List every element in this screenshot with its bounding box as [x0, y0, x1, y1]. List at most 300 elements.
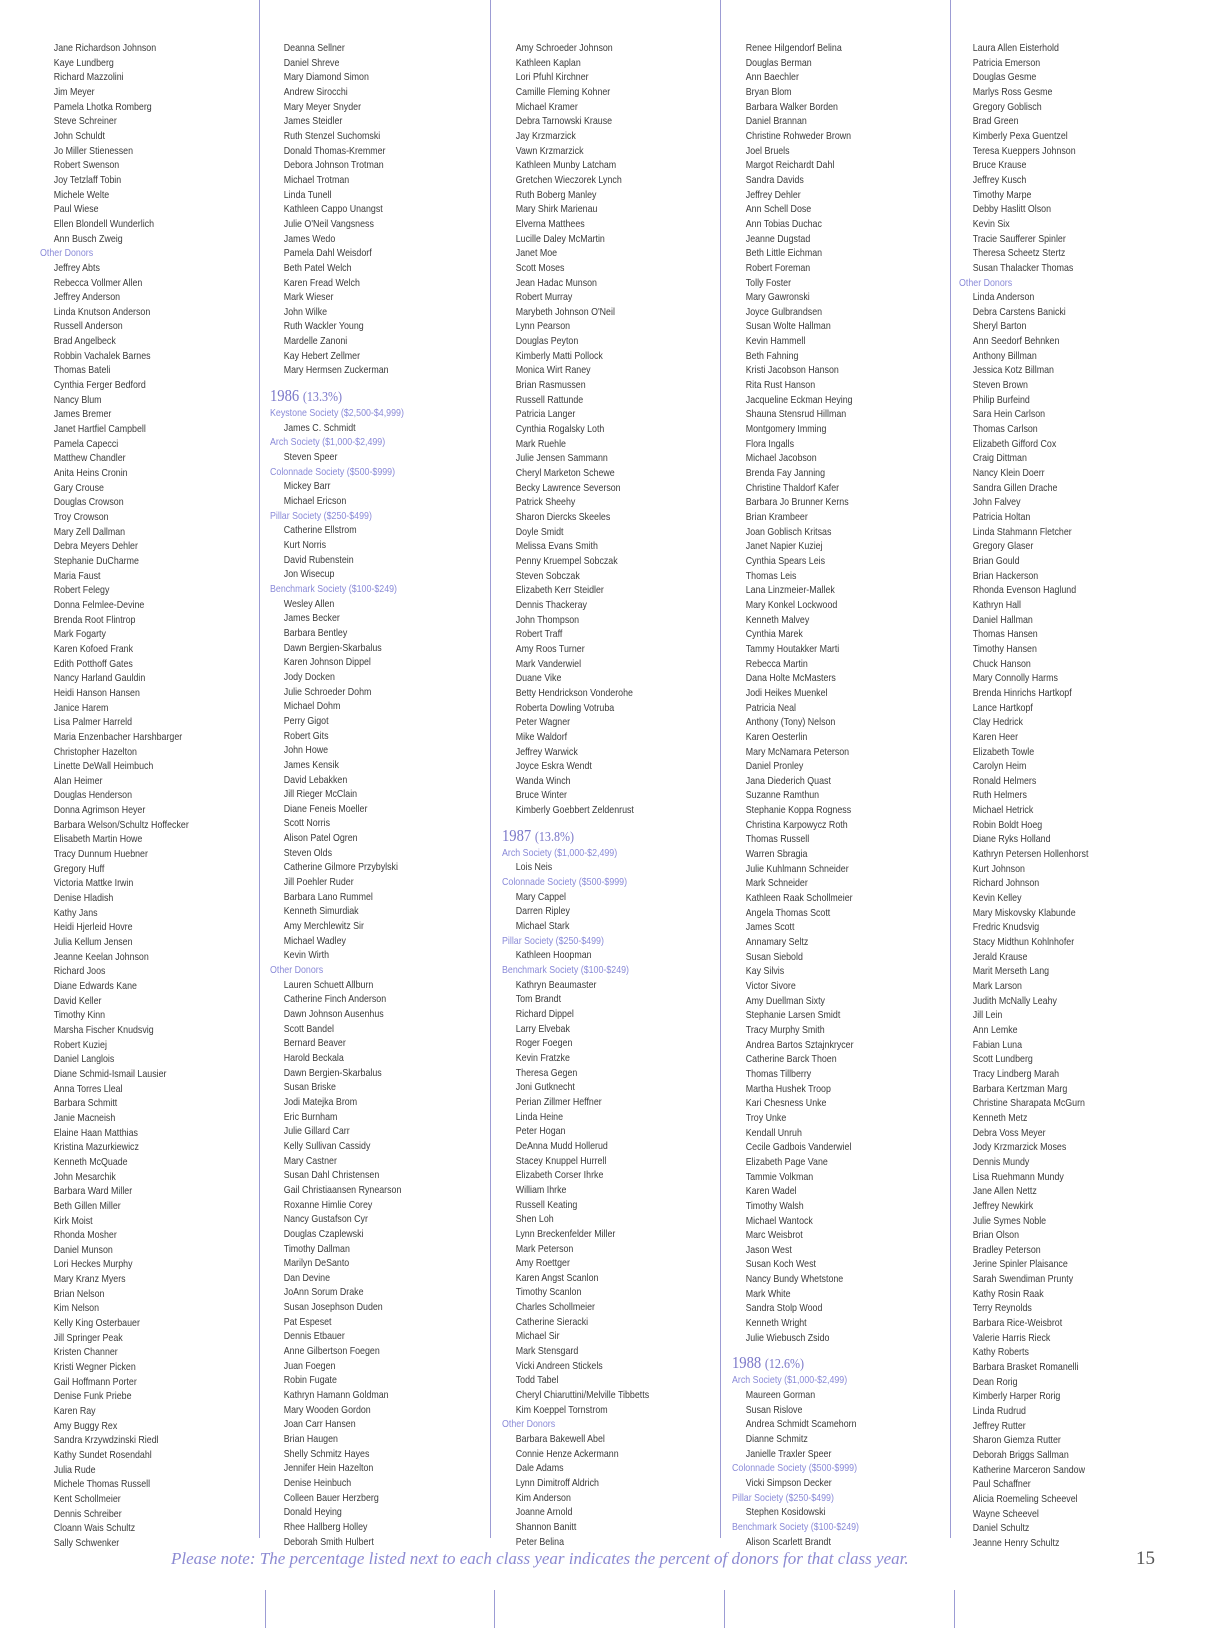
donor-name: Bruce Winter [515, 790, 567, 802]
donor-name: Brenda Root Flintrop [53, 614, 136, 626]
donor-name: Robert Traff [515, 629, 563, 641]
donor-name: Katherine Marceron Sandow [972, 1464, 1086, 1476]
donor-name: Susan Wolte Hallman [745, 321, 831, 333]
donor-name: Shauna Stensrud Hillman [745, 409, 847, 421]
donor-name: Dennis Schreiber [53, 1508, 122, 1520]
donor-name: Russell Anderson [53, 321, 123, 333]
donor-name: Brian Hackerson [972, 570, 1039, 582]
donor-name: Julie Schroeder Dohm [283, 686, 372, 698]
donor-name: Patrick Sheehy [515, 497, 576, 509]
donor-name: Brian Nelson [53, 1288, 105, 1300]
donor-name: Robert Felegy [53, 585, 110, 597]
donor-name: David Rubenstein [283, 554, 354, 566]
donor-name: Mark Stensgard [515, 1346, 579, 1358]
donor-name: Susan Briske [283, 1082, 336, 1094]
donor-name: Catherine Finch Anderson [283, 994, 387, 1006]
donor-name: Kenneth Malvey [745, 614, 810, 626]
donor-name: Gail Hoffmann Porter [53, 1376, 137, 1388]
donor-name: Sharon Giemza Rutter [972, 1435, 1061, 1447]
donor-name: Nancy Gustafson Cyr [283, 1214, 368, 1226]
donor-name: Anita Heins Cronin [53, 468, 128, 480]
donor-name: Tracie Saufferer Spinler [972, 233, 1066, 245]
donor-name: Janielle Traxler Speer [745, 1448, 832, 1460]
donor-name: Kurt Johnson [972, 863, 1025, 875]
donor-name: Kirk Moist [53, 1215, 93, 1227]
donor-name: Jon Wisecup [283, 569, 335, 581]
donor-name: Julie Gillard Carr [283, 1126, 350, 1138]
donor-name: Kimberly Pexa Guentzel [972, 130, 1068, 142]
donor-name: Sandra Davids [745, 174, 804, 186]
donor-name: Joy Tetzlaff Tobin [53, 174, 122, 186]
donor-name: Tracy Dunnum Huebner [53, 849, 148, 861]
giving-category: Other Donors [40, 248, 94, 260]
donor-name: Brad Angelbeck [53, 336, 116, 348]
donor-name: Anne Gilbertson Foegen [283, 1346, 380, 1358]
donor-name: Elizabeth Corser Ihrke [515, 1170, 604, 1182]
donor-name: Perian Zillmer Heffner [515, 1096, 602, 1108]
donor-name: Michael Jacobson [745, 453, 817, 465]
donor-name: Andrea Bartos Sztajnkrycer [745, 1039, 854, 1051]
donor-name: Kathy Sundet Rosendahl [53, 1450, 152, 1461]
donor-name: Deborah Smith Hulbert [283, 1536, 374, 1548]
donor-name: Kevin Wirth [283, 950, 330, 962]
donor-name: Douglas Henderson [53, 790, 133, 802]
donor-name: Heidi Hanson Hansen [53, 687, 140, 699]
donor-name: Wanda Winch [515, 775, 571, 787]
donor-name: Mark Wieser [283, 292, 334, 304]
donor-name: Kelly King Osterbauer [53, 1318, 140, 1330]
donor-name: Sandra Gillen Drache [972, 482, 1058, 494]
donor-name: Michael Wadley [283, 935, 346, 947]
donor-name: Jane Richardson Johnson [53, 43, 157, 54]
donor-name: Linda Heine [515, 1111, 564, 1123]
donor-name: Patricia Holtan [972, 512, 1031, 523]
donor-name: Mary Miskovsky Klabunde [972, 907, 1076, 919]
class-year: 1988 [732, 1353, 762, 1373]
donor-name: Linda Stahmann Fletcher [972, 526, 1072, 538]
donor-name: Ann Seedorf Behnken [972, 336, 1060, 348]
giving-category: Arch Society ($1,000-$2,499) [270, 437, 386, 449]
donor-name: Mark Larson [972, 981, 1022, 992]
donor-name: Terry Reynolds [972, 1303, 1032, 1315]
donor-name: Melissa Evans Smith [515, 541, 598, 553]
class-year-percentage: (12.6%) [764, 1357, 805, 1373]
donor-name: Lisa Palmer Harreld [53, 717, 133, 729]
column-divider [259, 0, 260, 1538]
donor-name: Martha Hushek Troop [745, 1083, 831, 1095]
donor-name: Cynthia Marek [745, 629, 803, 641]
donor-name: Elaine Haan Matthias [53, 1127, 138, 1139]
donor-name: Karen Oesterlin [745, 731, 808, 743]
donor-name: Douglas Crowson [53, 497, 124, 509]
donor-name: Marsha Fischer Knudsvig [53, 1024, 154, 1036]
donor-name: Timothy Dallman [283, 1243, 350, 1255]
donor-name: Debra Meyers Dehler [53, 541, 138, 553]
donor-name: Troy Unke [745, 1112, 787, 1124]
donor-name: Karen Heer [972, 731, 1019, 743]
donor-name: Shannon Banitt [515, 1521, 577, 1533]
donor-name: Sheryl Barton [972, 321, 1027, 333]
donor-name: Michael Wantock [745, 1215, 813, 1227]
donor-name: Gary Crouse [53, 482, 104, 494]
donor-name: Douglas Gesme [972, 72, 1037, 84]
donor-name: Rebecca Martin [745, 658, 808, 670]
donor-name: Kevin Kelley [972, 893, 1022, 905]
donor-name: Kevin Hammell [745, 336, 806, 348]
donor-name: Vicki Andreen Stickels [515, 1360, 603, 1372]
donor-name: Thomas Russell [745, 834, 810, 846]
donor-name: Joni Gutknecht [515, 1082, 575, 1094]
donor-name: Jody Krzmarzick Moses [972, 1142, 1067, 1154]
donor-name: Daniel Munson [53, 1244, 113, 1256]
donor-name: Alison Scarlett Brandt [745, 1536, 831, 1548]
donor-name: Chuck Hanson [972, 658, 1031, 670]
donor-name: Pamela Lhotka Romberg [53, 101, 152, 113]
donor-name: Kathryn Hall [972, 599, 1022, 611]
donor-name: Brian Olson [972, 1230, 1020, 1242]
donor-name: Jodi Heikes Muenkel [745, 687, 828, 699]
giving-category: Arch Society ($1,000-$2,499) [502, 847, 618, 859]
donor-name: Rhee Hallberg Holley [283, 1521, 368, 1533]
donor-name: Kathleen Munby Latcham [515, 160, 617, 172]
donor-name: Stephanie DuCharme [53, 555, 139, 567]
giving-category: Benchmark Society ($100-$249) [502, 965, 629, 977]
donor-name: Mark Vanderwiel [515, 658, 582, 670]
donor-name: Rebecca Vollmer Allen [53, 277, 143, 289]
donor-name: Brian Haugen [283, 1434, 338, 1446]
donor-name: James Becker [283, 613, 340, 625]
donor-name: James Scott [745, 922, 795, 934]
donor-name: Peter Hogan [515, 1126, 566, 1138]
donor-name: Matthew Chandler [53, 453, 126, 465]
donor-name: Barbara Kertzman Marg [972, 1083, 1068, 1095]
donor-name: Jim Meyer [53, 86, 95, 98]
donor-name: Scott Bandel [283, 1023, 334, 1035]
donor-name: Barbara Jo Brunner Kerns [745, 497, 849, 509]
donor-name: Mark Schneider [745, 878, 808, 890]
donor-name: Thomas Tillberry [745, 1068, 812, 1080]
donor-name: Amy Duellman Sixty [745, 995, 825, 1007]
donor-name: Daniel Brannan [745, 116, 807, 128]
donor-name: Catherine Sieracki [515, 1316, 589, 1328]
donor-name: Clay Hedrick [972, 717, 1023, 729]
giving-category: Benchmark Society ($100-$249) [270, 583, 397, 595]
donor-name: Stephanie Koppa Rogness [745, 805, 852, 817]
donor-name: Anna Torres Lleal [53, 1083, 123, 1095]
donor-name: Timothy Walsh [745, 1200, 804, 1212]
donor-name: Annamary Seltz [745, 937, 809, 949]
donor-name: Mark Fogarty [53, 629, 106, 641]
donor-name: Amy Roettger [515, 1258, 570, 1270]
donor-name: Janice Harem [53, 702, 109, 714]
donor-name: Kimberly Goebbert Zeldenrust [515, 805, 634, 817]
donor-name: Jeffrey Abts [53, 262, 100, 274]
donor-name: Kelly Sullivan Cassidy [283, 1140, 371, 1152]
donor-name: Joyce Eskra Wendt [515, 761, 592, 773]
donor-name: Pat Espeset [283, 1316, 332, 1328]
donor-name: Craig Dittman [972, 453, 1027, 465]
donor-name: Perry Gigot [283, 715, 329, 727]
donor-name: Beth Fahning [745, 350, 799, 362]
donor-name: Donna Felmlee-Devine [53, 599, 145, 611]
donor-name: Richard Joos [53, 966, 106, 978]
donor-name: Michael Stark [515, 921, 570, 933]
donor-name: Joyce Gulbrandsen [745, 306, 823, 318]
donor-name: Beth Patel Welch [283, 262, 352, 274]
donor-name: Joan Goblisch Kritsas [745, 526, 832, 538]
donor-name: Wayne Scheevel [972, 1508, 1039, 1520]
donor-name: James C. Schmidt [283, 422, 356, 434]
donor-name: Monica Wirt Raney [515, 365, 591, 377]
donor-name: Steven Olds [283, 847, 333, 859]
column-divider [720, 0, 721, 1538]
donor-name: Dale Adams [515, 1463, 564, 1475]
donor-name: Robin Fugate [283, 1375, 337, 1387]
class-year-heading [732, 1346, 908, 1374]
donor-name: Rhonda Evenson Haglund [972, 585, 1077, 597]
donor-name: Deanna Sellner [283, 43, 345, 54]
donor-name: Kay Hebert Zellmer [283, 350, 361, 362]
donor-name: Christine Sharapata McGurn [972, 1098, 1085, 1110]
donor-name: Kenneth Wright [745, 1318, 807, 1330]
donor-name: Kathy Roberts [972, 1347, 1029, 1359]
donor-name: Dennis Mundy [972, 1156, 1030, 1168]
donor-name: Timothy Marpe [972, 189, 1032, 201]
donor-name: Robert Kuziej [53, 1039, 107, 1051]
donor-name: Douglas Berman [745, 57, 812, 69]
class-year-percentage: (13.8%) [534, 829, 575, 845]
donor-name: Ruth Wackler Young [283, 321, 364, 333]
column-divider [724, 1590, 725, 1628]
donor-name: Bruce Krause [972, 160, 1027, 172]
donor-name: Mary McNamara Peterson [745, 746, 850, 758]
donor-name: Barbara Lano Rummel [283, 891, 373, 903]
donor-name: Kathryn Beaumaster [515, 979, 597, 991]
donor-name: Susan Rislove [745, 1404, 803, 1416]
donor-name: Mary Kranz Myers [53, 1274, 126, 1286]
donor-name: Mark White [745, 1288, 791, 1300]
donor-name: Jay Krzmarzick [515, 130, 576, 142]
donor-name: Karen Johnson Dippel [283, 657, 371, 669]
donor-name: Kathryn Petersen Hollenhorst [972, 849, 1089, 861]
donor-name: Kaye Lundberg [53, 57, 114, 69]
donor-name: Kenneth McQuade [53, 1156, 128, 1168]
donor-name: Dean Rorig [972, 1376, 1018, 1388]
donor-name: Kurt Norris [283, 540, 327, 551]
donor-name: Victoria Mattke Irwin [53, 878, 134, 890]
donor-name: Christopher Hazelton [53, 746, 137, 758]
donor-name: Montgomery Imming [745, 424, 827, 436]
donor-name: Patricia Neal [745, 702, 796, 714]
donor-name: Gregory Glaser [972, 541, 1034, 553]
donor-name: Catherine Ellstrom [283, 525, 357, 537]
donor-name: Amy Roos Turner [515, 643, 585, 655]
donor-name: Alan Heimer [53, 775, 103, 787]
giving-category: Pillar Society ($250-$499) [270, 510, 372, 522]
donor-name: Alicia Roemeling Scheevel [972, 1493, 1078, 1505]
donor-name: Gretchen Wieczorek Lynch [515, 174, 622, 186]
donor-name: Joel Bruels [745, 145, 790, 157]
donor-name: Ann Baechler [745, 72, 799, 84]
donor-name: Joanne Arnold [515, 1507, 573, 1519]
donor-name: Debby Haslitt Olson [972, 204, 1052, 216]
donor-name: Lauren Schuett Allburn [283, 979, 374, 991]
donor-name: Cheryl Chiaruttini/Melville Tibbetts [515, 1390, 650, 1402]
donor-name: Richard Mazzolini [53, 72, 124, 84]
donor-name: Elverna Matthees [515, 218, 585, 230]
donor-name: Susan Koch West [745, 1259, 816, 1271]
donor-name: Ellen Blondell Wunderlich [53, 218, 155, 230]
donor-name: Andrea Schmidt Scamehorn [745, 1419, 857, 1431]
donor-name: Michael Dohm [283, 701, 341, 713]
donor-name: Stacy Midthun Kohlnhofer [972, 937, 1075, 949]
donor-name: Stephanie Larsen Smidt [745, 1010, 841, 1022]
donor-name: Diane Edwards Kane [53, 981, 137, 992]
donor-name: Debra Tarnowski Krause [515, 116, 613, 128]
donor-name: Julie Symes Noble [972, 1215, 1047, 1227]
donor-name: Linda Tunell [283, 189, 332, 201]
giving-category: Colonnade Society ($500-$999) [502, 877, 628, 889]
donor-name: Eric Burnham [283, 1111, 338, 1123]
donor-name: John Falvey [972, 497, 1021, 509]
donor-name: Brenda Hinrichs Hartkopf [972, 687, 1072, 699]
donor-name: Jeffrey Dehler [745, 189, 801, 201]
donor-name: Linette DeWall Heimbuch [53, 761, 154, 773]
donor-name: Scott Lundberg [972, 1054, 1033, 1066]
donor-name: Donald Heying [283, 1507, 342, 1519]
donor-name: Daniel Hallman [972, 614, 1033, 626]
donor-name: Beth Little Eichman [745, 248, 823, 260]
donor-name: Ann Schell Dose [745, 204, 812, 216]
donor-name: Denise Funk Priebe [53, 1391, 132, 1403]
donor-name: Ann Lemke [972, 1024, 1018, 1036]
column-divider [490, 0, 491, 1538]
giving-category: Benchmark Society ($100-$249) [732, 1521, 859, 1533]
donor-name: Brenda Fay Janning [745, 468, 826, 480]
donor-name: Timothy Kinn [53, 1010, 106, 1022]
donor-name: James Kensik [283, 759, 339, 771]
donor-name: Alison Patel Ogren [283, 833, 358, 845]
donor-name: Janet Moe [515, 248, 558, 260]
donor-name: Catherine Gilmore Przybylski [283, 862, 398, 874]
donor-name: Barbara Walker Borden [745, 101, 838, 113]
donor-name: Lynn Dimitroff Aldrich [515, 1478, 599, 1489]
donor-name: William Ihrke [515, 1184, 567, 1196]
donor-name: Robbin Vachalek Barnes [53, 350, 151, 362]
donor-name: Nancy Bundy Whetstone [745, 1274, 844, 1286]
donor-name: Jeffrey Warwick [515, 746, 578, 758]
donor-name: Michael Kramer [515, 101, 578, 113]
donor-name: Judith McNally Leahy [972, 995, 1057, 1007]
donor-name: Jill Rieger McClain [283, 789, 358, 801]
donor-name: Stacey Knuppel Hurrell [515, 1155, 607, 1167]
donor-name: Maria Faust [53, 570, 101, 582]
donor-name: Thomas Hansen [972, 629, 1038, 641]
donor-name: Ann Busch Zweig [53, 233, 123, 245]
donor-name: Elizabeth Towle [972, 746, 1035, 758]
donor-name: Rhonda Mosher [53, 1230, 117, 1242]
donor-name: Doyle Smidt [515, 526, 564, 538]
donor-name: Angela Thomas Scott [745, 907, 831, 919]
donor-name: Carolyn Heim [972, 761, 1027, 773]
donor-name: Robert Murray [515, 292, 573, 304]
donor-name: Lois Neis [515, 862, 553, 874]
donor-name: Michael Ericson [283, 496, 347, 508]
donor-name: Mickey Barr [283, 481, 331, 493]
donor-name: Douglas Czaplewski [283, 1228, 364, 1240]
donor-name: Dennis Etbauer [283, 1331, 345, 1343]
donor-name: Warren Sbragia [745, 849, 808, 861]
donor-name: Larry Elvebak [515, 1023, 570, 1035]
donor-name: Paul Wiese [53, 204, 99, 216]
donor-name: Kathleen Kaplan [515, 57, 581, 69]
donor-name: Jody Docken [283, 671, 335, 683]
donor-name: Shelly Schmitz Hayes [283, 1448, 370, 1460]
giving-category: Other Donors [502, 1419, 556, 1431]
donor-name: Jana Diederich Quast [745, 775, 831, 787]
donor-name: Connie Henze Ackermann [515, 1448, 619, 1460]
donor-name: Julie Kuhlmann Schneider [745, 863, 849, 875]
giving-category: Arch Society ($1,000-$2,499) [732, 1375, 848, 1387]
donor-name: Daniel Pronley [745, 761, 804, 773]
donor-name: Edith Potthoff Gates [53, 658, 133, 670]
donor-name: Barbara Brasket Romanelli [972, 1362, 1079, 1374]
donor-name: Kimberly Matti Pollock [515, 350, 603, 362]
donor-name: Christine Rohweder Brown [745, 130, 852, 142]
donor-name: Stephen Kosidowski [745, 1507, 826, 1519]
donor-name: Ann Tobias Duchac [745, 218, 822, 230]
donor-name: Denise Hladish [53, 893, 114, 905]
donor-name: Karen Angst Scanlon [515, 1272, 599, 1284]
donor-name: James Wedo [283, 233, 336, 245]
donor-name: Elizabeth Page Vane [745, 1156, 828, 1168]
class-year: 1986 [270, 386, 300, 406]
donor-name: Pamela Dahl Weisdorf [283, 248, 372, 260]
donor-name: Jo Miller Stienessen [53, 145, 134, 157]
donor-name: Kent Schollmeier [53, 1493, 121, 1505]
donor-name: Susan Dahl Christensen [283, 1170, 380, 1182]
donor-name: Kenneth Metz [972, 1112, 1028, 1124]
donor-name: Wesley Allen [283, 598, 335, 610]
donor-name: Michael Sir [515, 1331, 560, 1343]
donor-name: Jerine Spinler Plaisance [972, 1259, 1068, 1271]
donor-name: Mary Zell Dallman [53, 526, 126, 538]
donor-name: Daniel Schultz [972, 1523, 1030, 1535]
donor-name: Elisabeth Martin Howe [53, 834, 143, 846]
donor-name: Lucille Daley McMartin [515, 233, 605, 245]
donor-name: Jacqueline Eckman Heying [745, 394, 853, 406]
donor-name: Scott Norris [283, 818, 331, 830]
donor-name: Lance Hartkopf [972, 702, 1033, 714]
donor-name: Fredric Knudsvig [972, 922, 1040, 934]
donor-name: Kathleen Hoopman [515, 950, 592, 962]
donor-name: Steven Sobczak [515, 570, 580, 582]
giving-category: Other Donors [270, 965, 324, 977]
donor-name: Harold Beckala [283, 1052, 344, 1064]
donor-name: Gregory Goblisch [972, 101, 1042, 113]
donor-name: Theresa Scheetz Stertz [972, 248, 1066, 260]
donor-name: Bryan Blom [745, 86, 792, 98]
donor-name: Brian Krambeer [745, 512, 808, 523]
donor-name: Victor Sivore [745, 981, 796, 992]
donor-name: Kendall Unruh [745, 1127, 802, 1139]
donor-name: Kevin Fratzke [515, 1052, 570, 1064]
donor-name: Tracy Lindberg Marah [972, 1068, 1060, 1080]
donor-name: Russell Keating [515, 1199, 578, 1211]
donor-name: Michael Hetrick [972, 805, 1034, 817]
donor-name: Thomas Bateli [53, 365, 111, 377]
donor-column-5 [959, 42, 1135, 1552]
